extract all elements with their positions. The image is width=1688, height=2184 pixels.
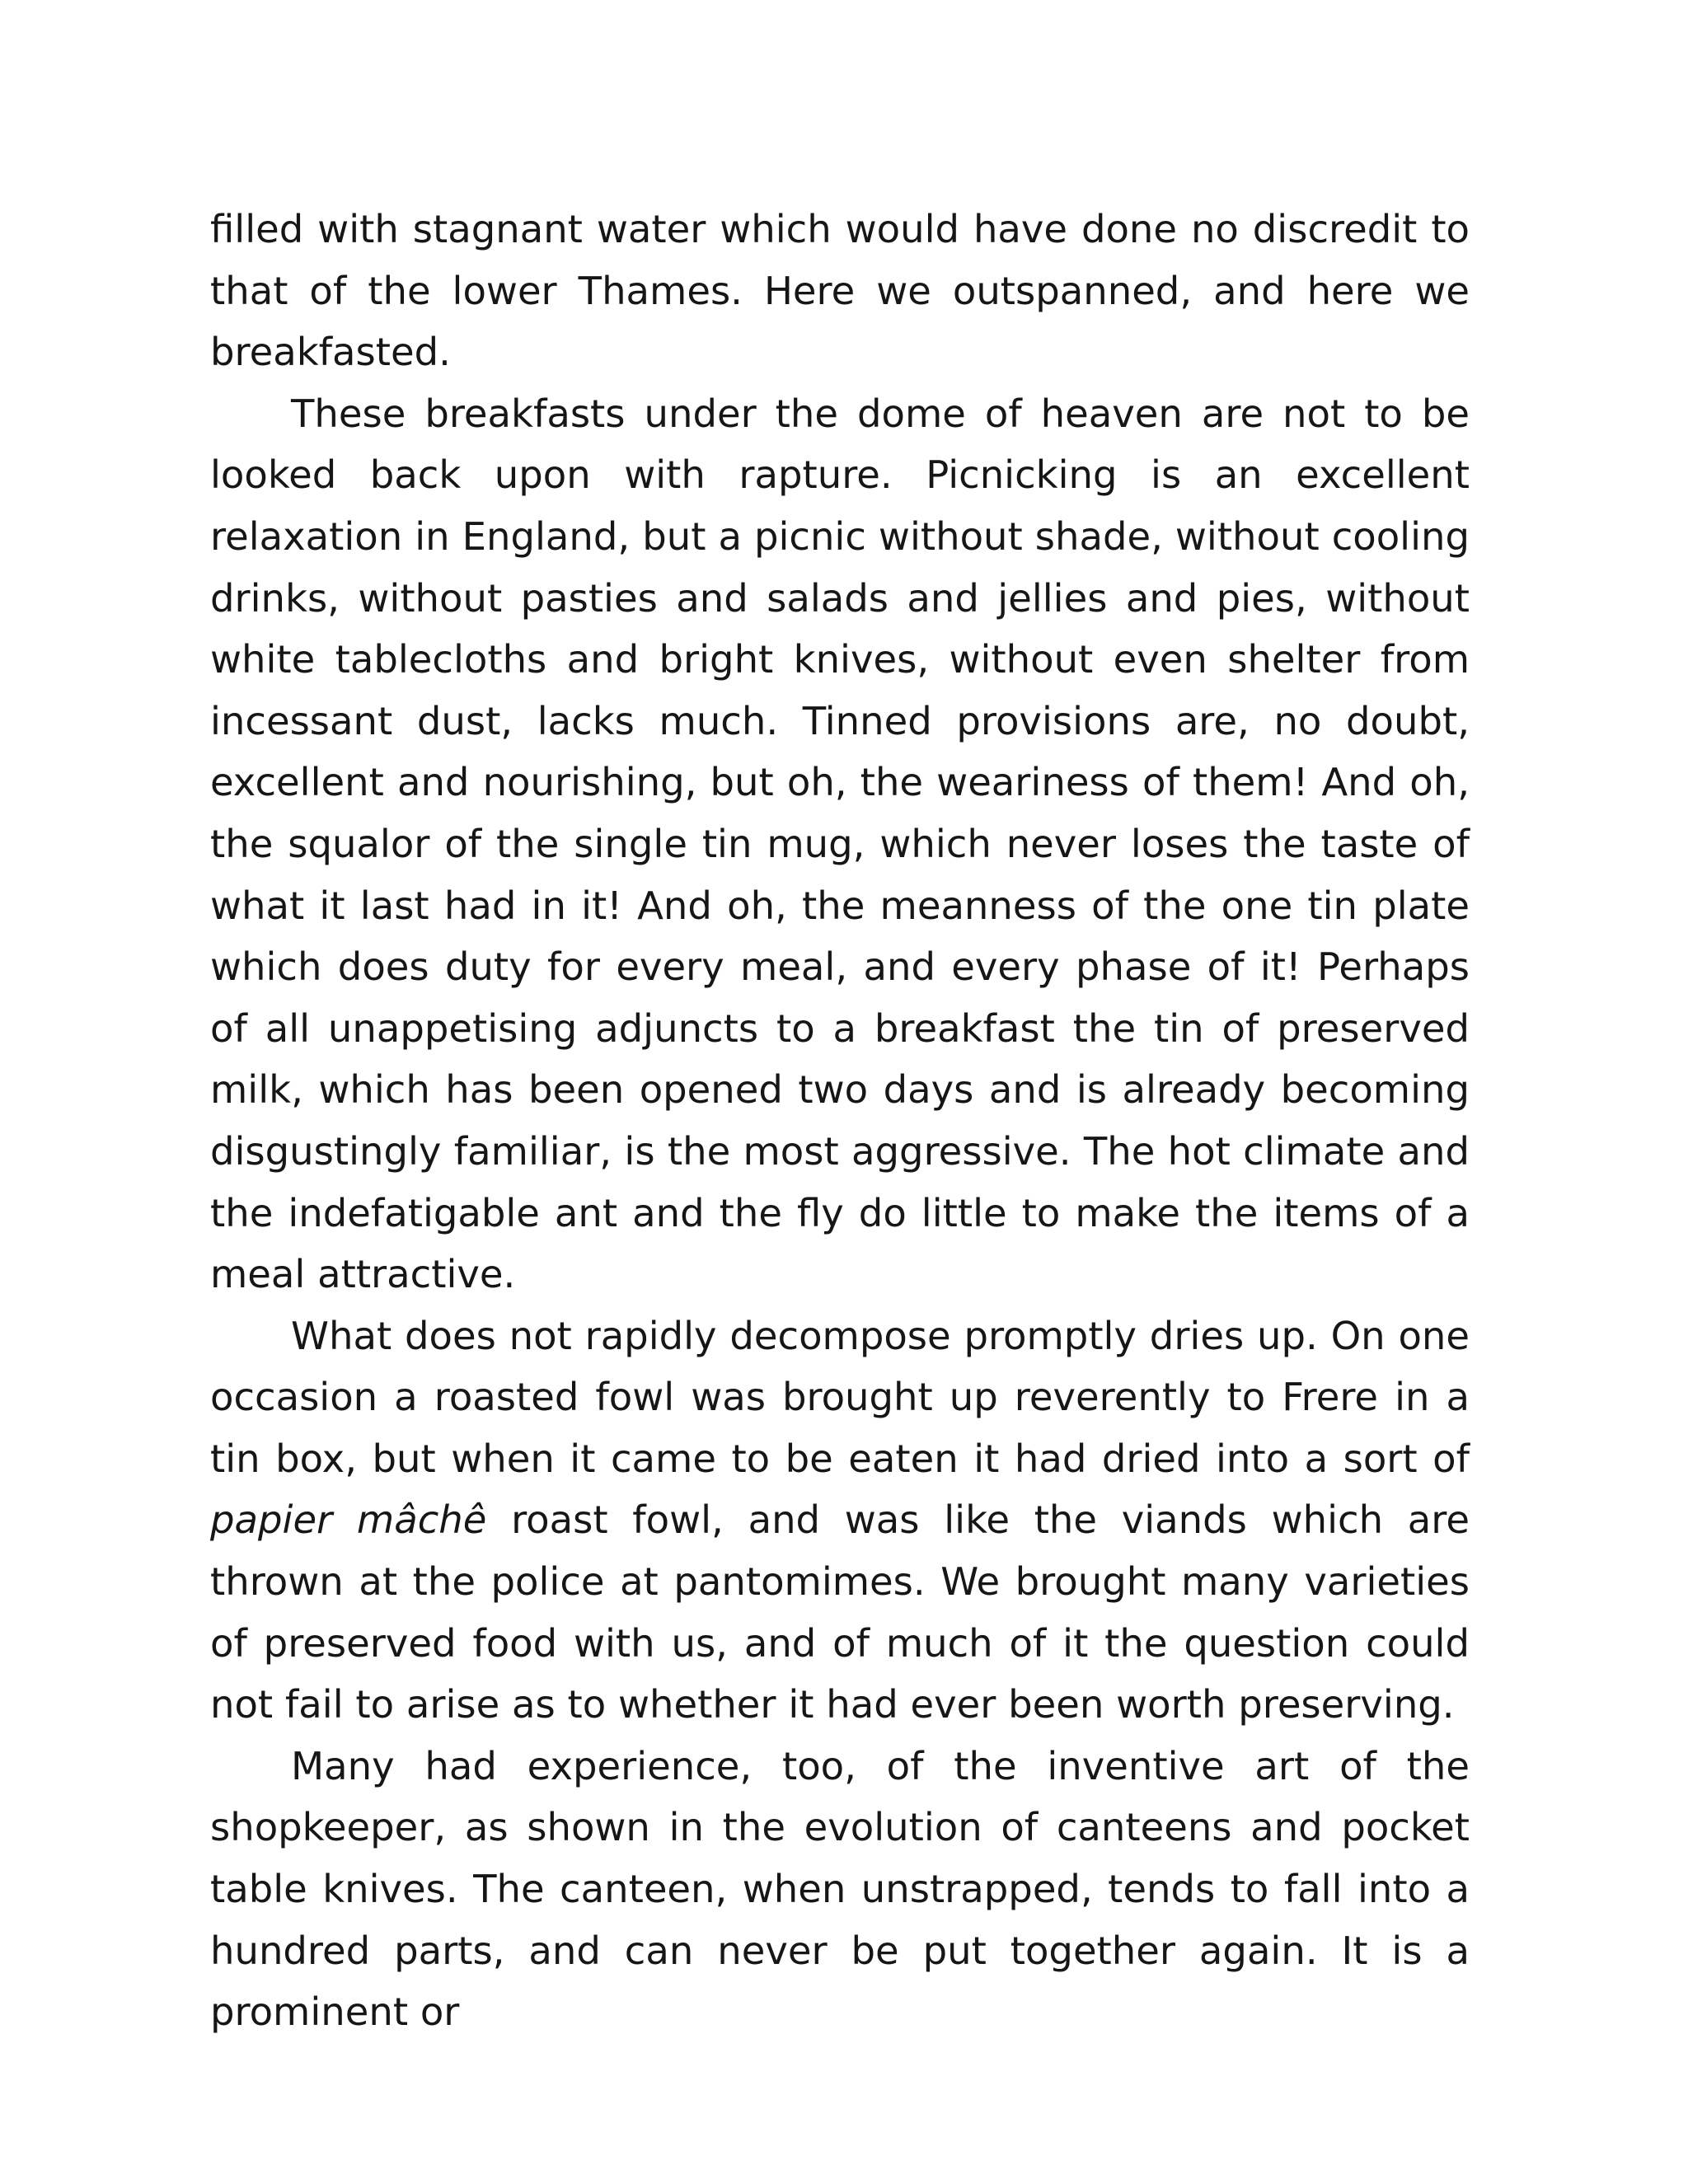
document-page bbox=[210, 199, 1470, 2043]
paragraph-canteens: Many had experience, too, of the inventive art of the shopkeeper, as shown in the evolution of canteens and pocket table knives. The canteen, when unstrapped, tends to fall into a hundred parts, and can never be put together again. It is a prominent or bbox=[210, 1743, 1470, 2035]
paragraph-roasted-fowl bbox=[210, 1305, 1470, 1736]
paragraph-roasted-fowl-text-before: What does not rapidly decompose promptly dries up. On one occasion a roasted fowl was brought up reverently to Frere in a tin box, but when it came to be eaten it had dried into a sort of bbox=[210, 1313, 1470, 1481]
paragraph-breakfasts: These breakfasts under the dome of heaven are not to be looked back upon with rapture. Picnicking is an excellent relaxation in England, but a picnic without shade, without cooling drinks, without pasties and salads and jellies and pies, without white tablecloths and bright knives, without even shelter from incessant dust, lacks much. Tinned provisions are, no doubt, excellent and nourishing, but oh, the weariness of them! And oh, the squalor of the single tin mug, which never loses the taste of what it last had in it! And oh, the meanness of the one tin plate which does duty for every meal, and every phase of it! Perhaps of all unappetising adjuncts to a breakfast the tin of preserved milk, which has been opened two days and is already becoming disgustingly familiar, is the most aggressive. The hot climate and the indefatigable ant and the fly do little to make the items of a meal attractive. bbox=[210, 391, 1470, 1297]
italic-phrase-papier-mache: papier mâchê bbox=[210, 1497, 487, 1543]
paragraph-outspan: filled with stagnant water which would have done no discredit to that of the lower Thames. Here we outspanned, and here we breakfasted. bbox=[210, 207, 1470, 375]
paragraph-roasted-fowl-text-after: roast fowl, and was like the viands which are thrown at the police at pantomimes. We brought many varieties of preserved food with us, and of much of it the question could not fail to arise as to whether it had ever been worth preserving. bbox=[210, 1497, 1470, 1727]
